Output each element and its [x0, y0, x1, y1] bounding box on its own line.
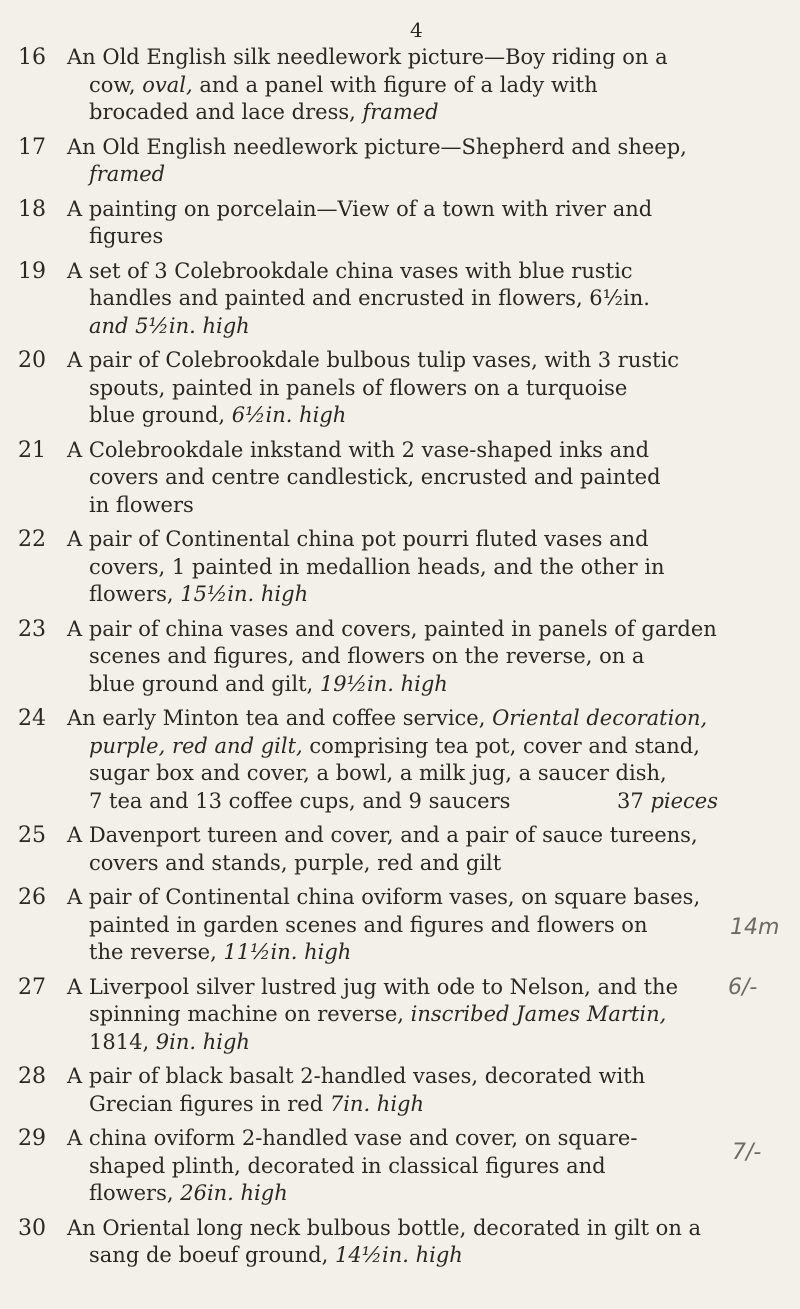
lot-description: A china oviform 2-handled vase and cover, on square- shaped plinth, decorated in classical figures and flowers, 26in. high — [67, 1126, 638, 1205]
lot-number: 25 — [18, 823, 46, 848]
lot-number: 16 — [18, 45, 46, 70]
lot-17 — [18, 134, 718, 189]
lot-number: 23 — [18, 616, 46, 642]
lot-24 — [18, 705, 718, 815]
lot-number: 19 — [18, 258, 46, 284]
lot-19 — [18, 258, 718, 341]
lot-description: A pair of china vases and covers, painted in panels of garden scenes and figures, and flowers on the reverse, on a blue ground and gilt, 19½in. high — [67, 616, 717, 696]
lot-description: A pair of Continental china pot pourri fluted vases and covers, 1 painted in medallion heads, and the other in flowers, 15½in. high — [67, 527, 665, 606]
lot-description: A pair of Colebrookdale bulbous tulip vases, with 3 rustic spouts, painted in panels of flowers on a turquoise blue ground, 6½in. high — [67, 348, 680, 427]
lot-description: A Colebrookdale inkstand with 2 vase-shaped inks and covers and centre candlestick, encrusted and painted in flowers — [67, 437, 661, 517]
handwritten-note: 7/- — [732, 1140, 762, 1165]
lot-number: 17 — [18, 134, 46, 160]
lot-number: 18 — [18, 196, 46, 222]
lot-description: An Old English silk needlework picture—Boy riding on a cow, oval, and a panel with figure of a lady with brocaded and lace dress, framed — [67, 45, 668, 124]
lot-number: 30 — [18, 1215, 46, 1241]
lot-30 — [18, 1215, 718, 1270]
lot-description: An early Minton tea and coffee service, Oriental decoration, purple, red and gilt, comprising tea pot, cover and stand, sugar box and cover, a bowl, a milk jug, a saucer dish, 7 tea and 13 coffee cups, and 9 saucers 37 pieces — [67, 705, 718, 815]
handwritten-note: 14m — [730, 915, 780, 940]
lot-22 — [18, 526, 718, 609]
lot-number: 27 — [18, 974, 46, 1000]
piece-count: 37 pieces — [617, 788, 718, 813]
lot-number: 21 — [18, 437, 46, 463]
lot-number: 26 — [18, 885, 46, 910]
page-number: 4 — [410, 18, 423, 42]
lot-description: An Old English needlework picture—Shepherd and sheep, framed — [67, 134, 687, 186]
lot-16 — [18, 44, 718, 127]
lot-description: A Davenport tureen and cover, and a pair of sauce tureens, covers and stands, purple, red and gilt — [67, 823, 698, 875]
lot-26 — [18, 884, 718, 967]
lot-list — [18, 44, 718, 1277]
lot-number: 24 — [18, 706, 46, 731]
lot-description: A pair of black basalt 2-handled vases, decorated with Grecian figures in red 7in. high — [67, 1064, 646, 1116]
lot-description: A pair of Continental china oviform vases, on square bases, painted in garden scenes and figures and flowers on the reverse, 11½in. high — [67, 885, 701, 964]
lot-description: A Liverpool silver lustred jug with ode to Nelson, and the spinning machine on reverse, inscribed James Martin, 1814, 9in. high — [67, 974, 679, 1054]
lot-29 — [18, 1125, 718, 1208]
handwritten-note: 6/- — [728, 975, 758, 1000]
lot-25 — [18, 822, 718, 877]
lot-number: 29 — [18, 1126, 46, 1151]
lot-27 — [18, 974, 718, 1057]
lot-23 — [18, 616, 718, 699]
lot-number: 20 — [18, 348, 46, 373]
lot-18 — [18, 196, 718, 251]
lot-20 — [18, 347, 718, 430]
lot-number: 22 — [18, 527, 46, 552]
lot-description: A painting on porcelain—View of a town with river and figures — [67, 196, 653, 248]
lot-21 — [18, 437, 718, 520]
lot-number: 28 — [18, 1064, 46, 1089]
lot-28 — [18, 1063, 718, 1118]
lot-description: An Oriental long neck bulbous bottle, decorated in gilt on a sang de boeuf ground, 14½in. high — [67, 1215, 702, 1267]
lot-description: A set of 3 Colebrookdale china vases with blue rustic handles and painted and encrusted in flowers, 6½in. and 5½in. high — [67, 258, 650, 338]
